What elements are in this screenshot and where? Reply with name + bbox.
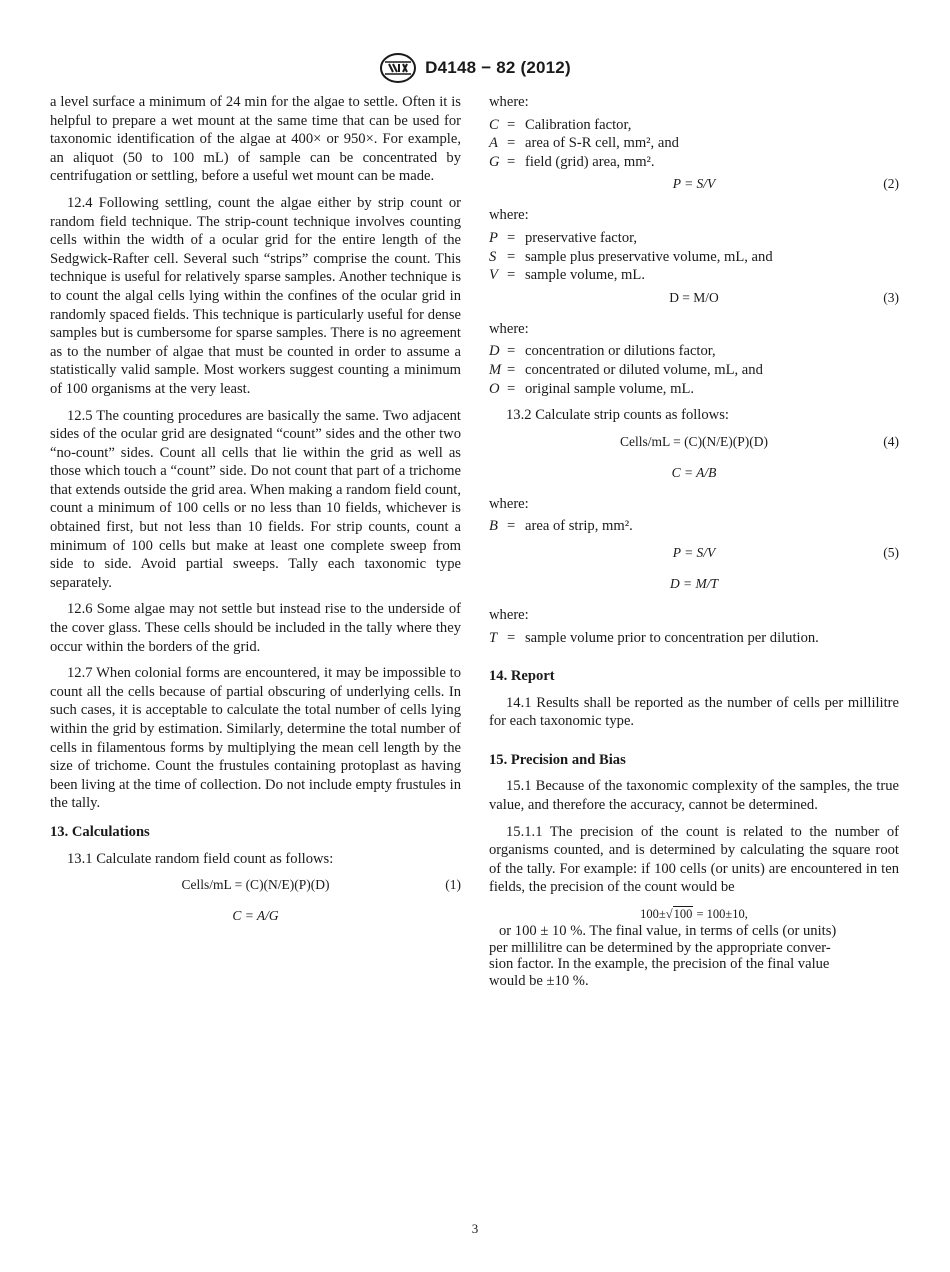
equation-6-post: = 100±10, <box>693 907 748 922</box>
equation-5b <box>489 575 899 597</box>
definition-text: area of S-R cell, mm², and <box>525 135 679 152</box>
paragraph-15-1: 15.1 Because of the taxonomic complexity of the samples, the true value, and therefore the accuracy, cannot be determined. <box>489 778 899 814</box>
equation-1-body: Cells/mL = (C)(N/E)(P)(D) <box>181 877 330 893</box>
definition-symbol: D <box>489 343 500 360</box>
section-13-heading: 13. Calculations <box>50 823 150 840</box>
equation-4 <box>489 433 899 455</box>
page-header <box>0 52 950 84</box>
definition-row <box>489 361 899 380</box>
definition-B <box>489 517 899 536</box>
definition-equals: = <box>507 343 516 360</box>
paragraph-12-6: 12.6 Some algae may not settle but instead rise to the underside of the cover glass. These cells should be included in the tally where they occur within the borders of the grid. <box>50 601 461 655</box>
paragraph-12-5: 12.5 The counting procedures are basically the same. Two adjacent sides of the ocular grid are designated “count” sides and the other two “no-count” sides. Count all cells that lie within the grid as well as those which touch a “count” side. Do not count that part of a trichome that extends outside the grid area. When making a random field count, count a minimum of 100 cells or no less than 10 fields, whichever is obtained first, but not less than 10 fields. For strip counts, count a minimum of 100 cells but make at least one complete sweep from side to side. Avoid partial sweeps. Tally each taxonomic type separately. <box>50 407 461 591</box>
equation-4-number: (4) <box>883 433 899 449</box>
definition-row <box>489 134 899 153</box>
definition-text: field (grid) area, mm². <box>525 153 655 170</box>
left-column <box>50 93 461 938</box>
definition-symbol: G <box>489 153 500 170</box>
sqrt-icon: √ <box>665 907 673 922</box>
definition-symbol: T <box>489 629 498 646</box>
equation-3-body: D = M/O <box>669 289 719 305</box>
paragraph-13-1: 13.1 Calculate random field count as follows: <box>67 850 334 867</box>
equation-1b <box>50 907 461 929</box>
where-label: where: <box>489 495 529 512</box>
equation-5 <box>489 544 899 566</box>
definition-equals: = <box>507 380 516 397</box>
section-14-heading: 14. Report <box>489 668 555 685</box>
definition-symbol: M <box>489 361 502 378</box>
equation-5-number: (5) <box>883 544 899 560</box>
paragraph-15-1-1: 15.1.1 The precision of the count is related to the number of organisms counted, and is determined by calculating the square root of the tally. For example: if 100 cells (or units) are encountered in ten fields, the precision of the count would be <box>489 823 899 896</box>
equation-2-body: P = S/V <box>672 176 716 192</box>
where-label: where: <box>489 94 529 110</box>
paragraph-final-line-4: would be ±10 %. <box>489 972 589 989</box>
paragraph-continuation: a level surface a minimum of 24 min for the algae to settle. Often it is helpful to prepare a wet mount at the same time that can be used for taxonomic identification of the algae at 400× or 950×. For example, an aliquot (50 to 100 mL) of sample can be concentrated by centrifugation or settling, before a useful wet mount can be made. <box>50 94 461 185</box>
paragraph-12-4: 12.4 Following settling, count the algae either by strip count or random field technique. The strip-count technique involves counting cells within the width of a ocular grid for the entire length of the Sedgwick-Rafter cell. Several such “strips” comprise the count. This technique is useful for relatively sparse samples. Another technique is to count the algal cells lying within the confines of the ocular grid in randomly spaced fields. This technique is particularly useful for dense samples but is cumbersome for sparse samples. There is no agreement as to the number of algae that must be counted in order to assume a statistically valid sample. Most workers suggest counting a minimum of 100 organisms at the very least. <box>50 194 461 397</box>
section-15-heading: 15. Precision and Bias <box>489 751 626 768</box>
paragraph-final-line-2: per millilitre can be determined by the appropriate conver- <box>489 939 831 956</box>
definition-row <box>489 380 899 399</box>
equation-3 <box>489 289 899 311</box>
definition-equals: = <box>507 153 516 170</box>
definition-symbol: P <box>489 229 498 246</box>
where-label: where: <box>489 606 529 623</box>
right-column <box>489 93 899 989</box>
paragraph-13-2: 13.2 Calculate strip counts as follows: <box>506 407 729 424</box>
equation-6-radicand: 100 <box>673 907 693 922</box>
equation-4-body: Cells/mL = (C)(N/E)(P)(D) <box>619 433 769 449</box>
definition-list-2 <box>489 229 899 285</box>
definition-equals: = <box>507 267 516 284</box>
definition-row <box>489 229 899 248</box>
definition-symbol: O <box>489 380 500 397</box>
astm-logo-icon <box>379 52 417 84</box>
definition-symbol: V <box>489 267 498 284</box>
definition-equals: = <box>507 629 516 646</box>
paragraph-14-1: 14.1 Results shall be reported as the number of cells per millilitre for each taxonomic type. <box>489 694 899 730</box>
definition-equals: = <box>507 518 516 535</box>
definition-equals: = <box>507 361 516 378</box>
page-number: 3 <box>471 1221 479 1236</box>
equation-3-number: (3) <box>883 289 899 305</box>
definition-text: preservative factor, <box>525 229 638 246</box>
definition-text: original sample volume, mL. <box>525 380 695 397</box>
definition-equals: = <box>507 248 516 265</box>
definition-text: sample plus preservative volume, mL, and <box>525 248 773 265</box>
equation-4b-body: C = A/B <box>671 464 717 480</box>
definition-symbol: C <box>489 116 499 133</box>
document-id: D4148 − 82 (2012) <box>425 58 571 77</box>
definition-text: sample volume, mL. <box>525 267 645 284</box>
equation-2 <box>489 175 899 197</box>
where-label: where: <box>489 320 529 337</box>
equation-6 <box>489 905 899 923</box>
paragraph-12-7: 12.7 When colonial forms are encountered, it may be impossible to count all the cells because of partial obscuring of underlying cells. In such cases, it is acceptable to calculate the total number of cells lying within the grid by estimation. Similarly, determine the total number of cells in filamentous forms by multiplying the mean cell length by the size of trichome. Count the frustules containing protoplast as having been living at the time of collection. Do not include empty frustules in the tally. <box>50 665 461 812</box>
definition-symbol: S <box>489 248 497 265</box>
definition-row <box>489 342 899 361</box>
equation-6-pre: 100± <box>640 907 666 922</box>
definition-text: concentrated or diluted volume, mL, and <box>525 361 763 378</box>
equation-1 <box>50 876 461 898</box>
definition-equals: = <box>507 116 516 133</box>
equation-4b <box>489 464 899 486</box>
definition-symbol: B <box>489 518 498 535</box>
paragraph-final-line-3: sion factor. In the example, the precision of the final value <box>489 956 830 973</box>
equation-1b-body: C = A/G <box>232 908 279 924</box>
definition-T <box>489 629 899 648</box>
definition-text: Calibration factor, <box>525 116 632 133</box>
definition-text: area of strip, mm². <box>525 518 633 535</box>
definition-list-1 <box>489 116 899 172</box>
definition-row <box>489 153 899 172</box>
definition-text: concentration or dilutions factor, <box>525 343 716 360</box>
where-label: where: <box>489 207 529 224</box>
equation-5b-body: D = M/T <box>669 575 719 591</box>
definition-row <box>489 116 899 135</box>
definition-symbol: A <box>489 135 498 152</box>
definition-text: sample volume prior to concentration per dilution. <box>525 629 819 646</box>
definition-equals: = <box>507 135 516 152</box>
equation-1-number: (1) <box>445 877 461 893</box>
definition-row <box>489 248 899 267</box>
definition-row <box>489 266 899 285</box>
definition-equals: = <box>507 229 516 246</box>
equation-5-body: P = S/V <box>672 544 716 560</box>
definition-list-3 <box>489 342 899 398</box>
paragraph-final-line-1: or 100 ± 10 %. The final value, in terms of cells (or units) <box>499 923 837 940</box>
equation-2-number: (2) <box>883 176 899 192</box>
